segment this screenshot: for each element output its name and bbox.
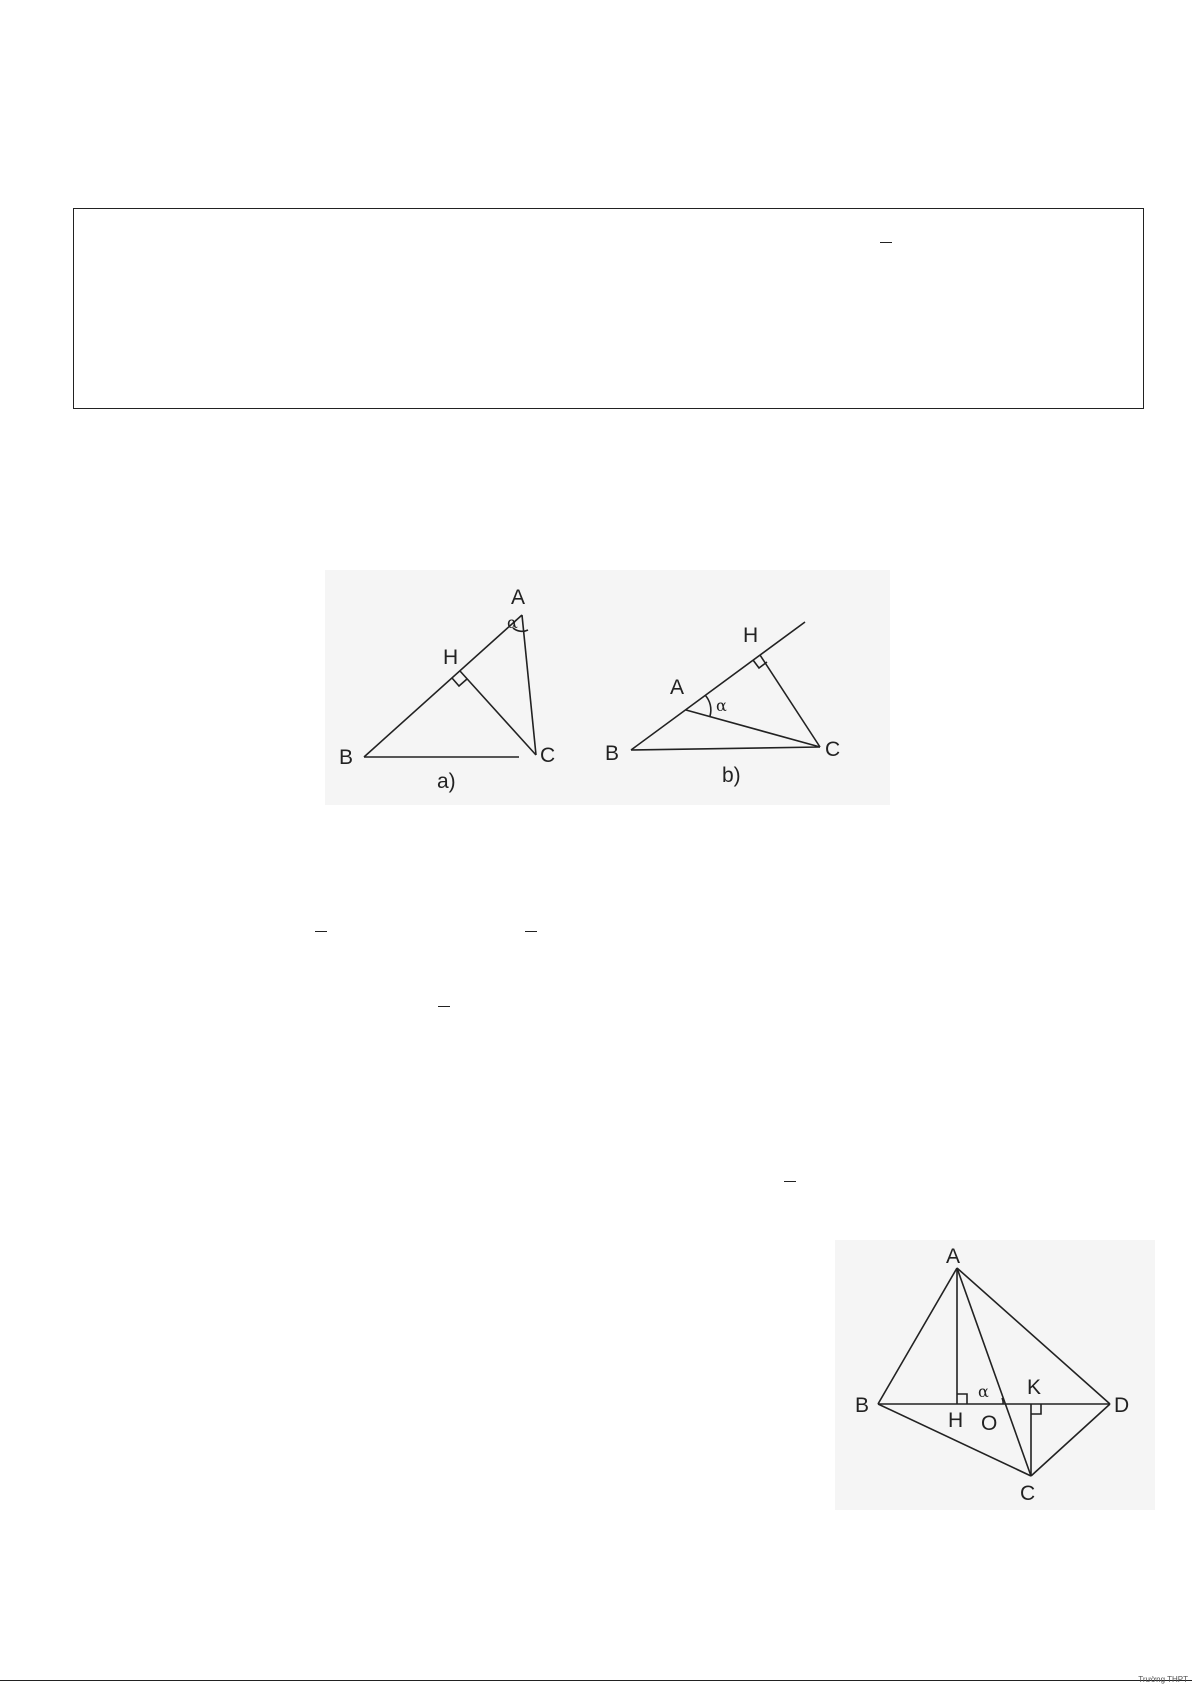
framed-box <box>73 208 1144 409</box>
triangle-figure <box>325 570 890 805</box>
vertex-label-a: A <box>670 676 685 699</box>
vertex-label-d: D <box>1114 1394 1130 1417</box>
vertex-label-h: H <box>443 646 459 669</box>
vertex-label-a: A <box>511 586 526 609</box>
angle-label-alpha: α <box>716 696 727 715</box>
angle-label-alpha: α <box>507 613 518 632</box>
point-label-o: O <box>981 1412 998 1435</box>
footer-text: Trường THPT <box>1138 1675 1188 1684</box>
overline-mark <box>784 1181 796 1182</box>
overline-mark <box>525 931 537 932</box>
vertex-label-c: C <box>540 744 556 767</box>
panel-caption-b: b) <box>722 764 741 787</box>
panel-caption-a: a) <box>437 770 456 793</box>
vertex-label-b: B <box>855 1394 870 1417</box>
angle-label-alpha: α <box>978 1382 989 1401</box>
vertex-label-c: C <box>825 738 841 761</box>
point-label-h: H <box>948 1409 964 1432</box>
vertex-label-a: A <box>946 1245 961 1268</box>
footer-rule <box>0 1680 1192 1681</box>
vertex-label-b: B <box>339 746 354 769</box>
vertex-label-h: H <box>743 624 759 647</box>
quadrilateral-figure <box>835 1240 1155 1510</box>
overline-mark <box>880 242 892 243</box>
overline-mark <box>315 931 327 932</box>
vertex-label-b: B <box>605 742 620 765</box>
point-label-k: K <box>1027 1376 1042 1399</box>
vertex-label-c: C <box>1020 1482 1036 1505</box>
overline-mark <box>438 1006 450 1007</box>
